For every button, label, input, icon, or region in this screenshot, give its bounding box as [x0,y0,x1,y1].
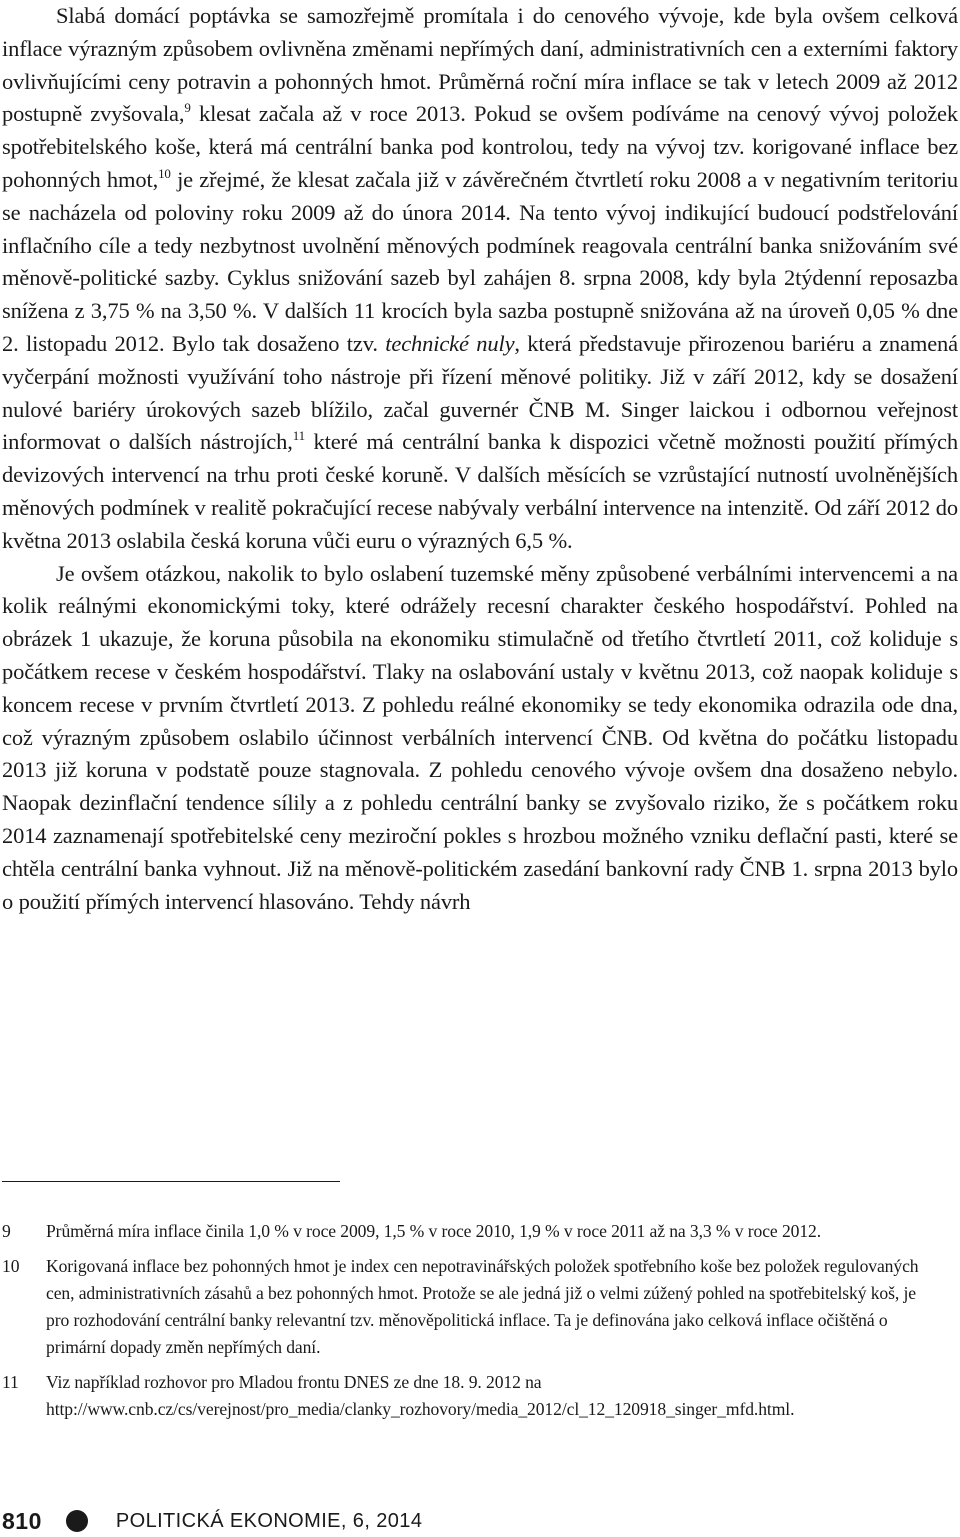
footnote-text: Korigovaná inflace bez pohonných hmot je index cen nepotravinářských položek spotřebního koše bez položek regulovaných cen, administrativních zásahů a bez pohonných hmot. Protože se ale jedná již o velmi zúžený pohled na spotřebitelský koš, je pro rozhodování centrální banky relevantní tzv. měnověpolitická inflace. Ta je definována jako celková inflace očištěná o primární dopady změn nepřímých daní. [46,1256,919,1357]
footnote-number: 10 [2,1256,20,1276]
footnote-ref-11[interactable]: 11 [292,428,305,444]
bullet-dot-icon [66,1510,88,1532]
footnote-text: Viz například rozhovor pro Mladou frontu DNES ze dne 18. 9. 2012 na http://www.cnb.cz/cs/verejnost/pro_media/clanky_rozhovory/media_2012/cl_12_120918_singer_mfd.html. [46,1372,795,1419]
paragraph-1-part-3: je zřejmé, že klesat začala již v závěrečném čtvrtletí roku 2008 a v negativním teritoriu se nacházela od poloviny roku 2009 až do února 2014. Na tento vývoj indikující budoucí podstřelování inflačního cíle a tedy nezbytnost uvolnění měnových podmínek reagovala centrální banka snižováním své měnově-politické sazby. Cyklus snižování sazeb byl zahájen 8. srpna 2008, kdy byla 2týdenní reposazba snížena z 3,75 % na 3,50 %. V dalších 11 krocích byla sazba postupně snižována až na úroveň 0,05 % dne 2. listopadu 2012. Bylo tak dosaženo tzv. [2,166,958,356]
footnote-separator [2,1181,340,1182]
footnotes [2,1218,958,1431]
paragraph-1-part-5: které má centrální banka k dispozici včetně možnosti použití přímých devizových intervencí na trhu proti české koruně. V dalších měsících se vzrůstající nutností uvolněnějších měnových podmínek v realitě pokračující recese nabývaly verbální intervence na intenzitě. Od září 2012 do května 2013 oslabila česká koruna vůči euru o výrazných 6,5 %. [2,429,958,553]
footnote-10 [2,1253,958,1361]
footnote-ref-10[interactable]: 10 [158,165,171,181]
paragraph-1-part-1: Slabá domácí poptávka se samozřejmě promítala i do cenového vývoje, kde byla ovšem celková inflace výrazným způsobem ovlivněna změnami nepřímých daní, administrativních cen a externími faktory ovlivňujícími ceny potravin a pohonných hmot. Průměrná roční míra inflace se tak v letech 2009 až 2012 postupně zvyšovala, [2,3,958,127]
footnote-number: 9 [2,1221,11,1241]
footnote-9 [2,1218,958,1245]
italic-term: technické nuly [385,330,515,356]
paragraph-1-part-4: , která představuje přirozenou bariéru a znamená vyčerpání možnosti využívání toho nástroje při řízení měnové politiky. Již v září 2012, kdy se dosažení nulové bariéry úrokových sazeb blížilo, začal guvernér ČNB M. Singer laickou i odbornou veřejnost informovat o dalších nástrojích, [2,330,958,455]
footnote-ref-9[interactable]: 9 [184,100,191,116]
footnote-text: Průměrná míra inflace činila 1,0 % v roce 2009, 1,5 % v roce 2010, 1,9 % v roce 2011 až na 3,3 % v roce 2012. [46,1221,822,1241]
paragraph-1-part-2: klesat začala až v roce 2013. Pokud se ovšem podíváme na cenový vývoj položek spotřebitelského koše, která má centrální banka pod kontrolou, tedy na vývoj tzv. korigované inflace bez pohonných hmot, [2,101,958,192]
page-footer [2,1508,422,1534]
body-text [2,0,958,918]
page-number: 810 [2,1507,42,1534]
footnote-number: 11 [2,1372,19,1392]
paragraph-2: Je ovšem otázkou, nakolik to bylo oslabení tuzemské měny způsobené verbálními intervencemi a na kolik reálnými ekonomickými toky, které odrážely recesní charakter českého hospodářství. Pohled na obrázek 1 ukazuje, že koruna působila na ekonomiku stimulačně od třetího čtvrtletí 2011, což koliduje s počátkem recese v českém hospodářství. Tlaky na oslabování ustaly v květnu 2013, což naopak koliduje s koncem recese v prvním čtvrtletí 2013. Z pohledu reálné ekonomiky se tedy ekonomika odrazila ode dna, což výrazným způsobem oslabilo účinnost verbálních intervencí ČNB. Od května do počátku listopadu 2013 již koruna v podstatě pouze stagnovala. Z pohledu cenového vývoje ovšem dna dosaženo nebylo. Naopak dezinflační tendence sílily a z pohledu centrální banky se zvyšovalo riziko, že s počátkem roku 2014 zaznamenají spotřebitelské ceny meziroční pokles s hrozbou možného vzniku deflační pasti, které se chtěla centrální banka vyhnout. Již na měnově-politickém zasedání bankovní rady ČNB 1. srpna 2013 bylo o použití přímých intervencí hlasováno. Tehdy návrh [2,560,958,914]
footnote-11 [2,1369,958,1423]
paragraph-1 [2,0,958,558]
journal-name: POLITICKÁ EKONOMIE, 6, 2014 [115,1509,423,1532]
